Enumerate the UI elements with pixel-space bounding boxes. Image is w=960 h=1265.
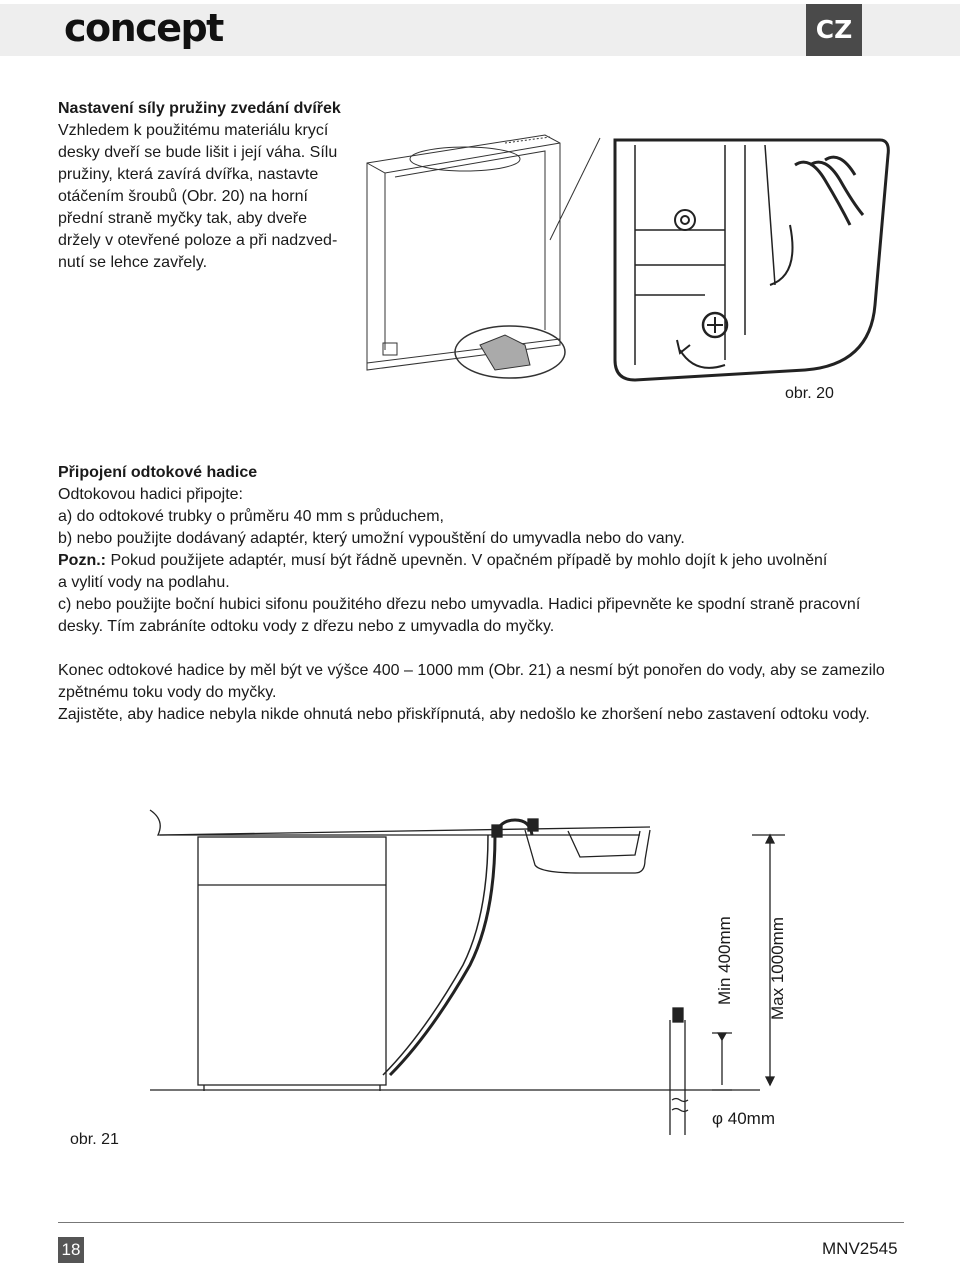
figure-caption: obr. 21 bbox=[70, 1131, 119, 1148]
drain-hose-section bbox=[58, 462, 908, 726]
text-line: Zajistěte, aby hadice nebyla nikde ohnutá nebo přiskřípnutá, aby nedošlo ke zhoršení nebo zastavení odtoku vody. bbox=[58, 706, 870, 723]
text-line: a vylití vody na podlahu. bbox=[58, 574, 230, 591]
note-label: Pozn.: bbox=[58, 552, 106, 569]
text-line: nutí se lehce zavřely. bbox=[58, 254, 208, 271]
text-line: Odtokovou hadici připojte: bbox=[58, 486, 243, 503]
text-line: desky dveří se bude lišit i její váha. Sílu bbox=[58, 144, 338, 161]
section-title: Nastavení síly pružiny zvedání dvířek bbox=[58, 100, 341, 117]
min-height-label: Min 400mm bbox=[715, 916, 734, 1005]
brand-logo: concept bbox=[64, 6, 223, 50]
text-line: desky. Tím zabráníte odtoku vody z dřezu nebo z umyvadla do myčky. bbox=[58, 618, 555, 635]
text-line: pružiny, která zavírá dvířka, nastavte bbox=[58, 166, 319, 183]
section-title: Připojení odtokové hadice bbox=[58, 464, 258, 481]
language-badge: CZ bbox=[806, 4, 862, 56]
text-line: zpětnému toku vody do myčky. bbox=[58, 684, 277, 701]
text-line: c) nebo použijte boční hubici sifonu použitého dřezu nebo umyvadla. Hadici připevněte ke spodní straně pracovní bbox=[58, 596, 861, 613]
note-text: Pokud použijete adaptér, musí být řádně upevněn. V opačném případě by mohlo dojít k jeho uvolnění bbox=[106, 552, 828, 569]
page-number: 18 bbox=[58, 1237, 84, 1263]
spring-adjustment-section bbox=[58, 98, 348, 274]
model-number: MNV2545 bbox=[822, 1239, 898, 1258]
text-line: přední straně myčky tak, aby dveře bbox=[58, 210, 307, 227]
text-line: Vzhledem k použitému materiálu krycí bbox=[58, 122, 329, 139]
footer-divider bbox=[58, 1222, 904, 1223]
text-line: otáčením šroubů (Obr. 20) na horní bbox=[58, 188, 308, 205]
text-line: Konec odtokové hadice by měl být ve výšce 400 – 1000 mm (Obr. 21) a nesmí být ponořen do vody, aby se zamezilo bbox=[58, 662, 885, 679]
note-line bbox=[58, 550, 908, 572]
text-line: držely v otevřené poloze a při nadzved- bbox=[58, 232, 338, 249]
text-line: a) do odtokové trubky o průměru 40 mm s průduchem, bbox=[58, 508, 444, 525]
figure-caption: obr. 20 bbox=[785, 385, 834, 402]
text-line: b) nebo použijte dodávaný adaptér, který umožní vypouštění do umyvadla nebo do vany. bbox=[58, 530, 685, 547]
max-height-label: Max 1000mm bbox=[768, 917, 787, 1020]
diameter-label: φ 40mm bbox=[712, 1109, 775, 1128]
spring-detail-callout bbox=[595, 135, 895, 385]
